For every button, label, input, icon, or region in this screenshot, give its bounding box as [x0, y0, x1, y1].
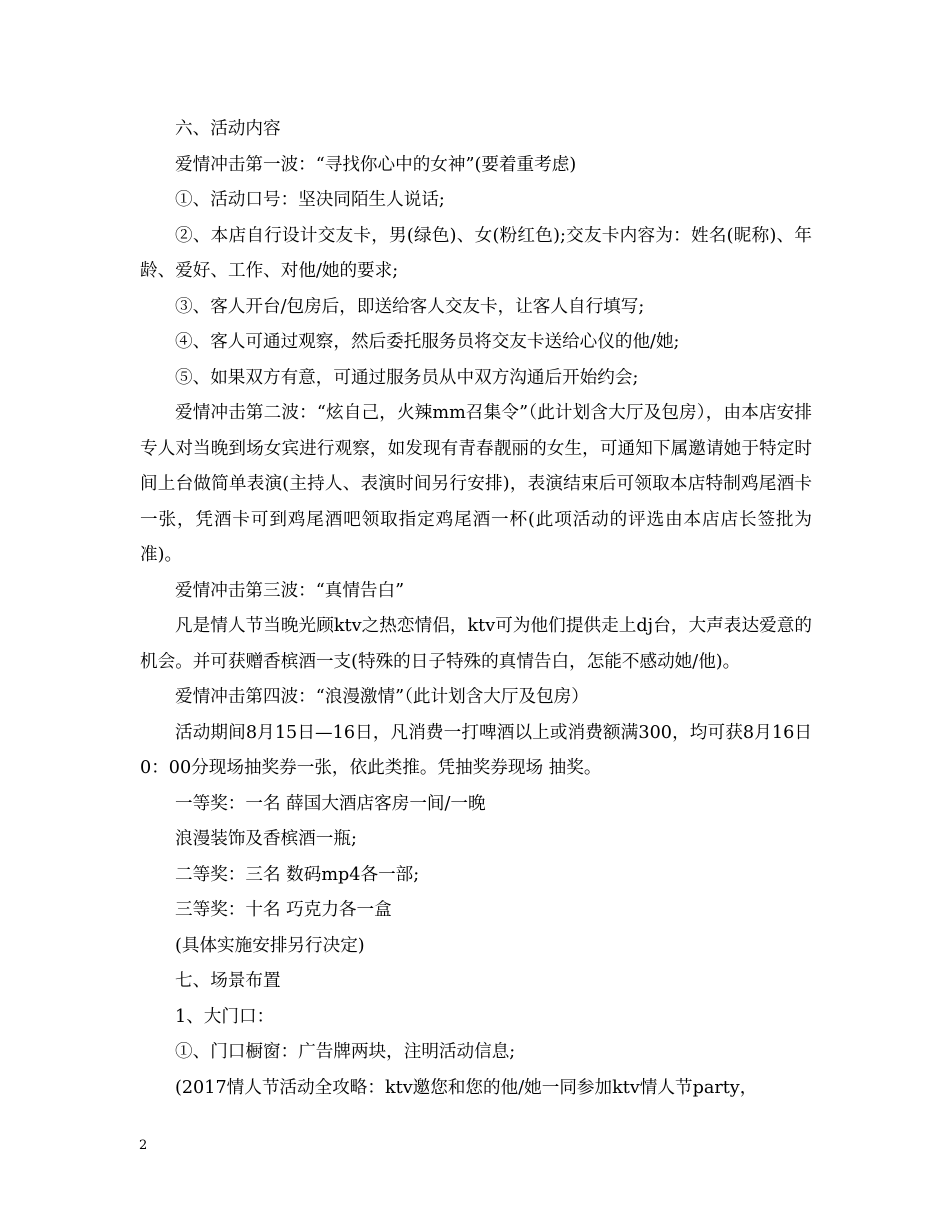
paragraph-wave-three-title: 爱情冲击第三波：“真情告白” [175, 580, 405, 601]
paragraph-wave-one-title: 爱情冲击第一波：“寻找你心中的女神”(要着重考虑) [175, 154, 577, 175]
paragraph-card-delivery: ③、客人开台/包房后，即送给客人交友卡，让客人自行填写; [175, 296, 645, 317]
page-number: 2 [139, 1138, 148, 1153]
paragraph-friend-card: ②、本店自行设计交友卡，男(绿色)、女(粉红色);交友卡内容为：姓名(昵称)、年龄、爱好、工作、对他/她的要求; [140, 225, 812, 281]
paragraph-first-prize-extra: 浪漫装饰及香槟酒一瓶; [175, 829, 357, 849]
paragraph-second-prize: 二等奖：三名 数码mp4各一部; [175, 864, 420, 885]
paragraph-implementation-note: (具体实施安排另行决定) [175, 935, 365, 956]
paragraph-wave-three-body: 凡是情人节当晚光顾ktv之热恋情侣，ktv可为他们提供走上dj台，大声表达爱意的机会。并可获赠香槟酒一支(特殊的日子特殊的真情告白，怎能不感动她/他)。 [140, 616, 812, 672]
paragraph-wave-four-title: 爱情冲击第四波：“浪漫激情”（此计划含大厅及包房） [175, 687, 589, 707]
paragraph-shop-window: ①、门口橱窗：广告牌两块，注明活动信息; [175, 1042, 516, 1062]
paragraph-lottery: 活动期间8月15日—16日，凡消费一打啤酒以上或消费额满300，均可获8月16日0：00分现场抽奖券一张，依此类推。凭抽奖券现场 抽奖。 [140, 722, 812, 778]
document-body [140, 112, 812, 1106]
paragraph-first-prize: 一等奖：一名 薛国大酒店客房一间/一晚 [175, 793, 486, 814]
section-heading-scene-layout: 七、场景布置 [175, 971, 281, 991]
section-heading-activity-content: 六、活动内容 [175, 119, 281, 139]
paragraph-slogan: ①、活动口号：坚决同陌生人说话; [175, 190, 445, 210]
paragraph-strategy-note: (2017情人节活动全攻略：ktv邀您和您的他/她一同参加ktv情人节party， [175, 1077, 758, 1098]
paragraph-wave-two: 爱情冲击第二波：“炫自己，火辣mm召集令”（此计划含大厅及包房），由本店安排专人对当晚到场女宾进行观察，如发现有青春靓丽的女生，可通知下属邀请她于特定时间上台做简单表演(主持人、表演时间另行安排)，表演结束后可领取本店特制鸡尾酒卡一张，凭酒卡可到鸡尾酒吧领取指定鸡尾酒一杯(此项活动的评选由本店店长签批为准)。 [140, 403, 812, 565]
paragraph-third-prize: 三等奖：十名 巧克力各一盒 [175, 900, 392, 920]
paragraph-dating: ⑤、如果双方有意，可通过服务员从中双方沟通后开始约会; [175, 367, 639, 388]
paragraph-main-entrance: 1、大门口： [175, 1006, 275, 1027]
paragraph-card-observation: ④、客人可通过观察，然后委托服务员将交友卡送给心仪的他/她; [175, 332, 680, 352]
